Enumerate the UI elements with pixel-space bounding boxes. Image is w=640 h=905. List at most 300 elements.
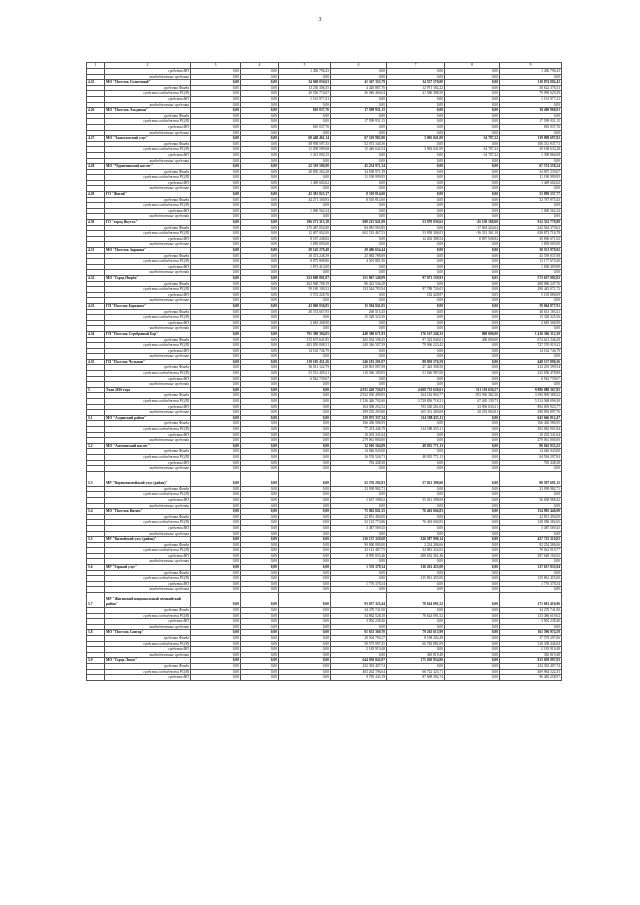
table-cell: МО "Поселок Витим" [105, 509, 191, 515]
table-cell: 0,00 [191, 658, 241, 664]
table-cell: 0,00 [241, 382, 279, 388]
table-cell: 0,00 [279, 214, 331, 220]
table-cell: средства МО [105, 376, 191, 382]
table-cell: средства МО [105, 348, 191, 354]
table-cell: 128 801 087,08 [331, 365, 387, 371]
table-cell: 326 587 990,14 [387, 537, 445, 543]
table-cell: 133 544 783,94 [331, 287, 387, 293]
table-cell: 1 398 866,68 [500, 152, 562, 158]
table-cell: 0,00 [241, 124, 279, 130]
table-cell: 175 020 954,86 [387, 658, 445, 664]
table-cell: 0,00 [445, 303, 500, 309]
table-cell: 0,00 [331, 264, 387, 270]
table-cell: 2 254 286,66 [387, 542, 445, 548]
table-cell: 0,00 [331, 354, 387, 360]
table-cell: 703 520 261,04 [387, 404, 445, 410]
table-cell: 91 653 360,70 [331, 630, 387, 636]
table-cell: 0,00 [445, 169, 500, 175]
table-cell: средства Фонда [105, 421, 191, 427]
table-cell: 0,00 [191, 96, 241, 102]
table-cell: 29 145 270,48 [279, 248, 331, 254]
table-cell: 0,00 [241, 393, 279, 399]
table-cell: 0,00 [387, 69, 445, 75]
table-cell: 0,00 [445, 298, 500, 304]
table-cell: 0,00 [331, 559, 387, 565]
table-cell: 0,00 [279, 415, 331, 421]
table-cell: 0,00 [191, 570, 241, 576]
table-cell: 246 181 201,07 [331, 359, 387, 365]
table-cell: 0,00 [241, 253, 279, 259]
table-cell: средства госбюджета РС(Я) [105, 520, 191, 526]
table-cell: 0,00 [331, 113, 387, 119]
table-cell: 0,00 [191, 387, 241, 393]
table-cell: 0,00 [241, 225, 279, 231]
table-cell: 0,00 [191, 520, 241, 526]
table-cell: 57 021 398,60 [387, 471, 445, 486]
table-cell: 0,00 [191, 565, 241, 571]
table-cell: 23 938 982,71 [500, 486, 562, 492]
table-cell: МО "Город Нюрба" [105, 275, 191, 281]
table-cell: 0,00 [191, 443, 241, 449]
header-cell: 6 [331, 63, 387, 69]
table-cell: 232 302 407,74 [331, 663, 387, 669]
table-cell: МО "Поселок Сангар" [105, 630, 191, 636]
table-cell: 4.35 [87, 359, 105, 365]
table-cell: 12 263 388,54 [387, 236, 445, 242]
table-cell: 8 198 202,49 [387, 636, 445, 642]
table-cell: 0,00 [279, 525, 331, 531]
table-cell: 0,00 [279, 531, 331, 537]
table-cell: 0,00 [387, 158, 445, 164]
table-cell: средства госбюджета РС(Я) [105, 343, 191, 349]
table-cell: 372 675 641,85 [279, 337, 331, 343]
table-cell: 80 045 935,22 [500, 443, 562, 449]
table-cell: 64 594 297,84 [500, 454, 562, 460]
table-cell: 0,00 [241, 331, 279, 337]
table-cell: 96 482 258,97 [500, 675, 562, 681]
table-cell: 0,00 [500, 382, 562, 388]
table-cell: 0,00 [279, 175, 331, 181]
table-cell: 0,00 [445, 74, 500, 80]
header-cell: 1 [87, 63, 105, 69]
table-cell: 0,00 [331, 242, 387, 248]
table-cell: 1 060 562,34 [500, 208, 562, 214]
table-cell: 0,00 [445, 486, 500, 492]
table-cell: 5.6 [87, 565, 105, 571]
table-cell: 0,00 [445, 180, 500, 186]
table-cell: 0,00 [500, 130, 562, 136]
table-cell: 10 203 341,64 [500, 432, 562, 438]
table-cell: 0,00 [241, 663, 279, 669]
table-cell: средства госбюджета РС(Я) [105, 427, 191, 433]
table-cell: 0,00 [445, 548, 500, 554]
table-cell: 0,00 [241, 647, 279, 653]
table-cell: средства госбюджета РС(Я) [105, 454, 191, 460]
table-cell: 3 965 041,00 [387, 147, 445, 153]
table-cell: 240 346 507,59 [331, 343, 387, 349]
table-cell: 0,00 [445, 359, 500, 365]
table-cell: 0,00 [279, 326, 331, 332]
table-cell: МР "Вилюйский улус (район)" [105, 537, 191, 543]
table-cell: 0,00 [445, 264, 500, 270]
table-cell: 0,00 [241, 520, 279, 526]
table-cell: внебюджетные средства [105, 130, 191, 136]
table-cell: 2 683 368,90 [279, 320, 331, 326]
table-cell: средства госбюджета РС(Я) [105, 147, 191, 153]
table-cell: 0,00 [241, 326, 279, 332]
table-cell: средства Фонда [105, 542, 191, 548]
table-cell: 0,00 [279, 158, 331, 164]
table-cell: 0,00 [191, 454, 241, 460]
table-cell: 5.8 [87, 630, 105, 636]
table-cell: 0,00 [191, 427, 241, 433]
table-cell: средства Фонда [105, 253, 191, 259]
table-cell: 0,00 [500, 503, 562, 509]
page-number: 3 [318, 17, 322, 23]
table-cell: 4.31 [87, 248, 105, 254]
table-cell: 4.32 [87, 275, 105, 281]
table-cell: 5.9 [87, 658, 105, 664]
table-cell: 0,00 [331, 570, 387, 576]
table-cell: 0,00 [387, 208, 445, 214]
table-cell: 1 416 306 312,30 [500, 331, 562, 337]
table-cell: 892 003 923,77 [500, 404, 562, 410]
table-cell: 1 637 198,62 [331, 497, 387, 503]
table-cell: 0,00 [241, 287, 279, 293]
table-cell: 0,00 [241, 348, 279, 354]
table-cell: 0,00 [241, 399, 279, 405]
table-cell: 90 000 000,00 [331, 542, 387, 548]
table-cell: 0,00 [191, 636, 241, 642]
table-cell: 76 463 604,83 [387, 520, 445, 526]
table-cell: 78 624 091,52 [387, 593, 445, 608]
table-cell: 0,00 [445, 460, 500, 466]
table-cell: 97 323 046,01 [387, 337, 445, 343]
table-cell: 2 932 030 498,85 [331, 393, 387, 399]
table-cell: 0,00 [445, 503, 500, 509]
table-cell: 41 367 353,79 [331, 80, 387, 86]
table-cell: внебюджетные средства [105, 652, 191, 658]
table-cell: 0,00 [445, 570, 500, 576]
table-cell: 0,00 [445, 253, 500, 259]
table-cell: 52 787 975,43 [500, 197, 562, 203]
table-cell: 171 681 416,96 [500, 593, 562, 608]
table-cell: 0,00 [279, 576, 331, 582]
table-cell: 0,00 [445, 675, 500, 681]
table-cell: 0,00 [241, 169, 279, 175]
table-cell: 0,00 [445, 96, 500, 102]
table-cell: 0,00 [241, 443, 279, 449]
table-cell: 0,00 [191, 399, 241, 405]
table-cell: 0,00 [331, 348, 387, 354]
table-cell: 0,00 [241, 259, 279, 265]
table-cell: средства госбюджета РС(Я) [105, 548, 191, 554]
table-cell: 66 722 325,71 [387, 669, 445, 675]
table-cell: 97 788 726,03 [387, 287, 445, 293]
table-cell: 79 263 613,99 [387, 630, 445, 636]
table-cell: 3 902 238,40 [331, 619, 387, 625]
table-cell: МО "Поселок Эльдикан" [105, 108, 191, 114]
table-cell: 5.1 [87, 415, 105, 421]
table-cell: 0,00 [191, 315, 241, 321]
table-cell: 329 075 337,34 [331, 415, 387, 421]
table-cell: МР "Верхневилюйский улус (район)" [105, 471, 191, 486]
table-cell: внебюджетные средства [105, 559, 191, 565]
table-cell: 133 486 619,62 [500, 613, 562, 619]
table-cell: 0,00 [445, 587, 500, 593]
table-cell: 0,00 [279, 514, 331, 520]
table-cell: ГО "Жатай" [105, 192, 191, 198]
table-cell: 51 026 987,00 [387, 371, 445, 377]
table-cell: 9 783 443,19 [331, 675, 387, 681]
table-cell: 0,00 [241, 432, 279, 438]
table-cell: 2 683 368,90 [500, 320, 562, 326]
table-cell: 0,00 [500, 466, 562, 472]
table-cell: 242 564 379,62 [500, 225, 562, 231]
table-cell: 67 574 558,24 [500, 164, 562, 170]
table-cell: 205 034 198,25 [331, 337, 387, 343]
table-cell: 0,00 [445, 542, 500, 548]
table-cell: 0,00 [387, 570, 445, 576]
table-cell: 6 942 739,67 [279, 376, 331, 382]
table-cell: 40 374 667,95 [279, 309, 331, 315]
table-cell: 4.34 [87, 331, 105, 337]
table-cell: 92 254 286,66 [500, 542, 562, 548]
table-cell: 0,00 [387, 169, 445, 175]
table-cell: 0,00 [331, 298, 387, 304]
table-cell: 45 254 971,34 [331, 164, 387, 170]
table-cell: 0,00 [241, 652, 279, 658]
table-cell: 58 958 597,35 [279, 141, 331, 147]
table-cell: 0,00 [241, 186, 279, 192]
table-cell: 20 556 774,67 [279, 91, 331, 97]
table-cell: 34 270 741,00 [500, 608, 562, 614]
table-cell: 0,00 [241, 108, 279, 114]
table-cell: 0,00 [445, 641, 500, 647]
table-cell: 0,00 [279, 619, 331, 625]
table-cell: 87 698 382,74 [387, 675, 445, 681]
table-cell: 0,00 [241, 214, 279, 220]
table-cell: 810 037,76 [279, 124, 331, 130]
table-cell: 0,00 [445, 320, 500, 326]
table-cell: 3 487 569,45 [500, 525, 562, 531]
table-cell: 0,00 [241, 197, 279, 203]
table-cell: 0,00 [445, 270, 500, 276]
table-cell: 88 850 576,59 [387, 359, 445, 365]
table-cell: 0,00 [331, 152, 387, 158]
table-cell: 0,00 [191, 410, 241, 416]
table-cell: 0,00 [191, 326, 241, 332]
table-cell: 0,00 [241, 636, 279, 642]
table-cell: 0,00 [191, 630, 241, 636]
table-cell: 0,00 [387, 514, 445, 520]
table-cell: 164 308 252,52 [331, 404, 387, 410]
table-row [87, 410, 562, 416]
table-cell: внебюджетные средства [105, 438, 191, 444]
table-cell: 0,00 [191, 85, 241, 91]
table-cell: 54 907 235,67 [500, 169, 562, 175]
table-cell: 0,00 [241, 559, 279, 565]
table-cell: средства Фонда [105, 636, 191, 642]
table-cell: 0,00 [387, 492, 445, 498]
table-cell: 0,00 [191, 298, 241, 304]
table-cell: 0,00 [241, 427, 279, 433]
table-cell: 0,00 [191, 248, 241, 254]
table-cell: 0,00 [191, 376, 241, 382]
table-cell: 0,00 [279, 548, 331, 554]
table-cell: 0,00 [279, 593, 331, 608]
table-cell: 0,00 [445, 624, 500, 630]
table-cell: 0,00 [387, 74, 445, 80]
table-cell: 0,00 [387, 354, 445, 360]
table-cell: 0,00 [445, 326, 500, 332]
table-cell: 1 161 977,41 [500, 96, 562, 102]
table-cell: 0,00 [191, 359, 241, 365]
table-cell: 0,00 [279, 647, 331, 653]
table-cell: 0,00 [241, 208, 279, 214]
table-cell: 0,00 [241, 264, 279, 270]
group-row [87, 471, 562, 486]
table-cell: 5 103 888,09 [500, 292, 562, 298]
table-cell: 0,00 [331, 326, 387, 332]
table-cell: 644 039 042,97 [331, 658, 387, 664]
table-cell: 0,00 [279, 449, 331, 455]
table-cell: внебюджетные средства [105, 242, 191, 248]
table-cell: 0,00 [191, 275, 241, 281]
table-cell: 0,00 [445, 141, 500, 147]
table-cell: 0,00 [279, 113, 331, 119]
table-cell: 0,00 [191, 108, 241, 114]
table-cell: 810 037,76 [500, 124, 562, 130]
table-cell: 0,00 [279, 270, 331, 276]
table-cell: 0,00 [279, 102, 331, 108]
table-cell: 0,00 [500, 298, 562, 304]
table-cell: средства МО [105, 124, 191, 130]
table-cell: 0,00 [191, 292, 241, 298]
table-cell: средства госбюджета РС(Я) [105, 119, 191, 125]
table-cell: 0,00 [387, 647, 445, 653]
table-cell: средства Фонда [105, 197, 191, 203]
table-cell: 3 487 569,45 [331, 525, 387, 531]
table-row [87, 675, 562, 681]
table-cell: МО "Город Ленск" [105, 658, 191, 664]
table-cell: 0,00 [387, 460, 445, 466]
table-cell: 0,00 [279, 438, 331, 444]
table-cell: 457 725 310,82 [500, 537, 562, 543]
table-cell: 0,00 [191, 553, 241, 559]
table-cell: 32 010 164,09 [331, 443, 387, 449]
table-cell [87, 675, 105, 681]
table-cell: средства МО [105, 525, 191, 531]
table-cell: 78 624 091,52 [387, 613, 445, 619]
table-cell: 5.2 [87, 443, 105, 449]
table-cell: 0,00 [241, 136, 279, 142]
table-cell: 43 860 036,85 [279, 303, 331, 309]
table-cell: 16 576 526,71 [331, 454, 387, 460]
table-cell: 0,00 [500, 587, 562, 593]
table-cell: 8 897 948,82 [445, 236, 500, 242]
table-cell: 0,00 [445, 164, 500, 170]
table-cell: 13 177 670,40 [500, 259, 562, 265]
table-cell: 0,00 [279, 354, 331, 360]
table-cell: 1 526 446 702,60 [331, 399, 387, 405]
table-cell: 0,00 [387, 259, 445, 265]
table-cell: 403 262 196,64 [331, 669, 387, 675]
table-cell: 9 886 088 367,85 [500, 387, 562, 393]
table-cell: 0,00 [191, 354, 241, 360]
table-cell: 0,00 [445, 415, 500, 421]
table-cell: 0,00 [279, 399, 331, 405]
table-cell: средства МО [105, 292, 191, 298]
table-cell: 0,00 [241, 449, 279, 455]
header-cell: 4 [241, 63, 279, 69]
table-cell: 21 586 388,58 [387, 91, 445, 97]
table-cell: 23 938 982,71 [331, 486, 387, 492]
table-cell: 182 428,87 [387, 292, 445, 298]
table-cell: 0,00 [191, 531, 241, 537]
table-cell: 4.33 [87, 303, 105, 309]
table-cell: 0,00 [331, 624, 387, 630]
table-cell: МО "Чурапчинский наслег" [105, 164, 191, 170]
table-cell: 12 697 002,00 [279, 231, 331, 237]
table-cell: средства МО [105, 320, 191, 326]
table-cell: Этап 2016 года [105, 387, 191, 393]
table-cell: -34 787,22 [445, 147, 500, 153]
table-cell: средства госбюджета РС(Я) [105, 287, 191, 293]
table-cell: 0,00 [191, 175, 241, 181]
table-cell: 56 011 122,79 [279, 365, 331, 371]
table-cell: 0,00 [445, 102, 500, 108]
table-cell: 0,00 [241, 613, 279, 619]
table-cell: 0,00 [191, 393, 241, 399]
table-cell: 0,00 [500, 102, 562, 108]
table-cell: 0,00 [445, 158, 500, 164]
table-cell: 0,00 [500, 214, 562, 220]
table-cell: 52 073 340,36 [331, 141, 387, 147]
table-cell: 0,00 [241, 85, 279, 91]
table-cell: 0,00 [445, 636, 500, 642]
table-cell: внебюджетные средства [105, 503, 191, 509]
table-cell: 0,00 [500, 270, 562, 276]
table-cell: 0,00 [445, 497, 500, 503]
table-cell: 17 599 931,15 [331, 108, 387, 114]
table-cell: 0,00 [445, 576, 500, 582]
table-cell: 6 942 739,67 [500, 376, 562, 382]
table-cell: 0,00 [387, 124, 445, 130]
table-cell: 0,00 [241, 415, 279, 421]
table-cell: 0,00 [387, 348, 445, 354]
table-cell: 110 874 002,42 [500, 80, 562, 86]
table-cell: средства МО [105, 264, 191, 270]
table-cell: 0,00 [279, 382, 331, 388]
table-cell: 136 261 455,00 [387, 565, 445, 571]
table-cell: 0,00 [387, 197, 445, 203]
table-cell: 0,00 [445, 427, 500, 433]
table-cell: 0,00 [191, 471, 241, 486]
table-cell: 0,00 [445, 242, 500, 248]
table-cell: 0,00 [331, 180, 387, 186]
table-cell: 0,00 [241, 320, 279, 326]
table-cell: средства госбюджета РС(Я) [105, 641, 191, 647]
table-cell: внебюджетные средства [105, 382, 191, 388]
table-cell: 25 084 788,69 [331, 253, 387, 259]
table-cell: 154 905 446,08 [500, 509, 562, 515]
table-cell: 0,00 [445, 559, 500, 565]
table-cell: средства Фонда [105, 309, 191, 315]
header-cell: 2 [105, 63, 191, 69]
table-cell: 0,00 [241, 576, 279, 582]
table-cell: 0,00 [445, 85, 500, 91]
